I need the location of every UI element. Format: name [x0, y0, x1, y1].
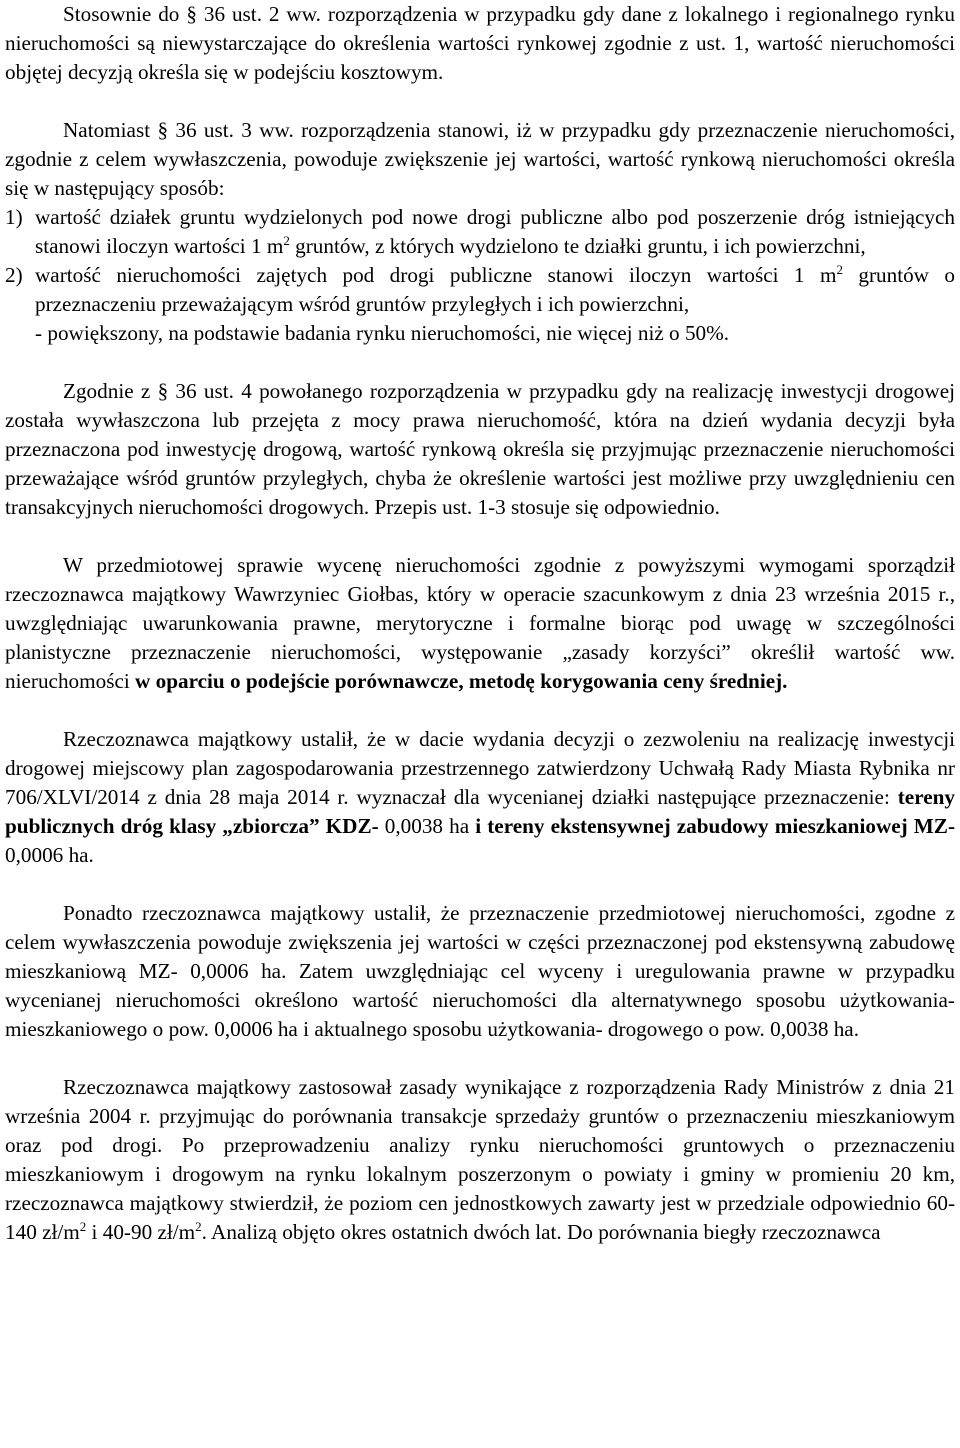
paragraph-gap [5, 348, 955, 377]
list-tail: - powiększony, na podstawie badania rynku nieruchomości, nie więcej niż o 50%. [35, 321, 730, 345]
paragraph-4 [5, 551, 955, 696]
paragraph-gap [5, 87, 955, 116]
paragraph-text: Rzeczoznawca majątkowy zastosował zasady wynikające z rozporządzenia Rady Ministrów z dnia 21 września 2004 r. przyjmując do porównania transakcje sprzedaży gruntów o przeznaczeniu mieszkaniowym oraz pod drogi. Po przeprowadzeniu analizy rynku nieruchomości gruntowych o przeznaczeniu mieszkaniowym i drogowym na rynku lokalnym poszerzonym o powiaty i gminy w promieniu 20 km, rzeczoznawca majątkowy stwierdził, że poziom cen jednostkowych zawarty jest w przedziale odpowiednio 60-140 zł/m [5, 1075, 955, 1244]
paragraph-7 [5, 1073, 955, 1247]
paragraph-1: Stosownie do § 36 ust. 2 ww. rozporządzenia w przypadku gdy dane z lokalnego i regionalnego rynku nieruchomości są niewystarczające do określenia wartości rynkowej zgodnie z ust. 1, wartość nieruchomości objętej decyzją określa się w podejściu kosztowym. [5, 2, 955, 84]
paragraph-text: W przedmiotowej sprawie wycenę nieruchomości zgodnie z powyższymi wymogami sporządził rzeczoznawca majątkowy Wawrzyniec Giołbas, który w operacie szacunkowym z dnia 23 września 2015 r., uwzględniając uwarunkowania prawne, merytoryczne i formalne biorąc pod uwagę w szczególności planistyczne przeznaczenie nieruchomości, występowanie „zasady korzyści” określił wartość ww. nieruchomości [5, 553, 955, 693]
paragraph-gap [5, 696, 955, 725]
paragraph-text: i 40-90 zł/m [86, 1220, 196, 1244]
superscript: 2 [79, 1218, 87, 1234]
paragraph-gap [5, 522, 955, 551]
paragraph-3: Zgodnie z § 36 ust. 4 powołanego rozporządzenia w przypadku gdy na realizację inwestycji drogowej została wywłaszczona lub przejęta z mocy prawa nieruchomość, która na dzień wydania decyzji była przeznaczona pod inwestycję drogową, wartość rynkową określa się przyjmując przeznaczenie nieruchomości przeważające wśród gruntów przyległych, chyba że określenie wartości jest możliwe przy uwzględnieniu cen transakcyjnych nieruchomości drogowych. Przepis ust. 1-3 stosuje się odpowiednio. [5, 379, 955, 519]
list-item-text: gruntów, z których wydzielono te działki gruntu, i ich powierzchni, [289, 234, 866, 258]
list-item-text: gruntów o przeznaczeniu przeważającym wśród gruntów przyległych i ich powierzchni, [35, 263, 955, 316]
paragraph-6: Ponadto rzeczoznawca majątkowy ustalił, że przeznaczenie przedmiotowej nieruchomości, zgodne z celem wywłaszczenia powoduje zwiększenia jej wartości w części przeznaczonej pod ekstensywną zabudowę mieszkaniową MZ- 0,0006 ha. Zatem uwzględniając cel wyceny i uregulowania prawne w przypadku wycenianej nieruchomości określono wartość nieruchomości dla alternatywnego sposobu użytkowania- mieszkaniowego o pow. 0,0006 ha i aktualnego sposobu użytkowania- drogowego o pow. 0,0038 ha. [5, 901, 955, 1041]
paragraph-text: Rzeczoznawca majątkowy ustalił, że w dacie wydania decyzji o zezwoleniu na realizację inwestycji drogowej miejscowy plan zagospodarowania przestrzennego zatwierdzony Uchwałą Rady Miasta Rybnika nr 706/XLVI/2014 z dnia 28 maja 2014 r. wyznaczał dla wycenianej działki następujące przeznaczenie: [5, 727, 955, 809]
paragraph-5 [5, 725, 955, 870]
bold-text: w oparciu o podejście porównawcze, metodę korygowania ceny średniej. [135, 669, 788, 693]
superscript: 2 [836, 261, 843, 277]
paragraph-text: 0,0006 ha. [5, 843, 94, 867]
superscript: 2 [195, 1218, 202, 1234]
paragraph-gap [5, 1044, 955, 1073]
paragraph-gap [5, 870, 955, 899]
bold-text: tereny publicznych dróg klasy „zbiorcza” KDZ- [5, 785, 955, 838]
list-number: 1) [5, 205, 23, 229]
list-number: 2) [5, 263, 23, 287]
list-item-1 [5, 203, 955, 261]
superscript: 2 [283, 232, 290, 248]
list-item-text: wartość nieruchomości zajętych pod drogi publiczne stanowi iloczyn wartości 1 m [35, 263, 837, 287]
paragraph-text: 0,0038 ha [378, 814, 476, 838]
paragraph-text: . Analizą objęto okres ostatnich dwóch lat. Do porównania biegły rzeczoznawca [201, 1220, 881, 1244]
paragraph-2: Natomiast § 36 ust. 3 ww. rozporządzenia stanowi, iż w przypadku gdy przeznaczenie nieruchomości, zgodnie z celem wywłaszczenia, powoduje zwiększenie jej wartości, wartość rynkową nieruchomości określa się w następujący sposób: [5, 118, 955, 200]
list-item-2 [5, 261, 955, 319]
bold-text: i tereny ekstensywnej zabudowy mieszkaniowej MZ- [475, 814, 955, 838]
list-item-text: wartość działek gruntu wydzielonych pod nowe drogi publiczne albo pod poszerzenie dróg istniejących stanowi iloczyn wartości 1 m [35, 205, 955, 258]
